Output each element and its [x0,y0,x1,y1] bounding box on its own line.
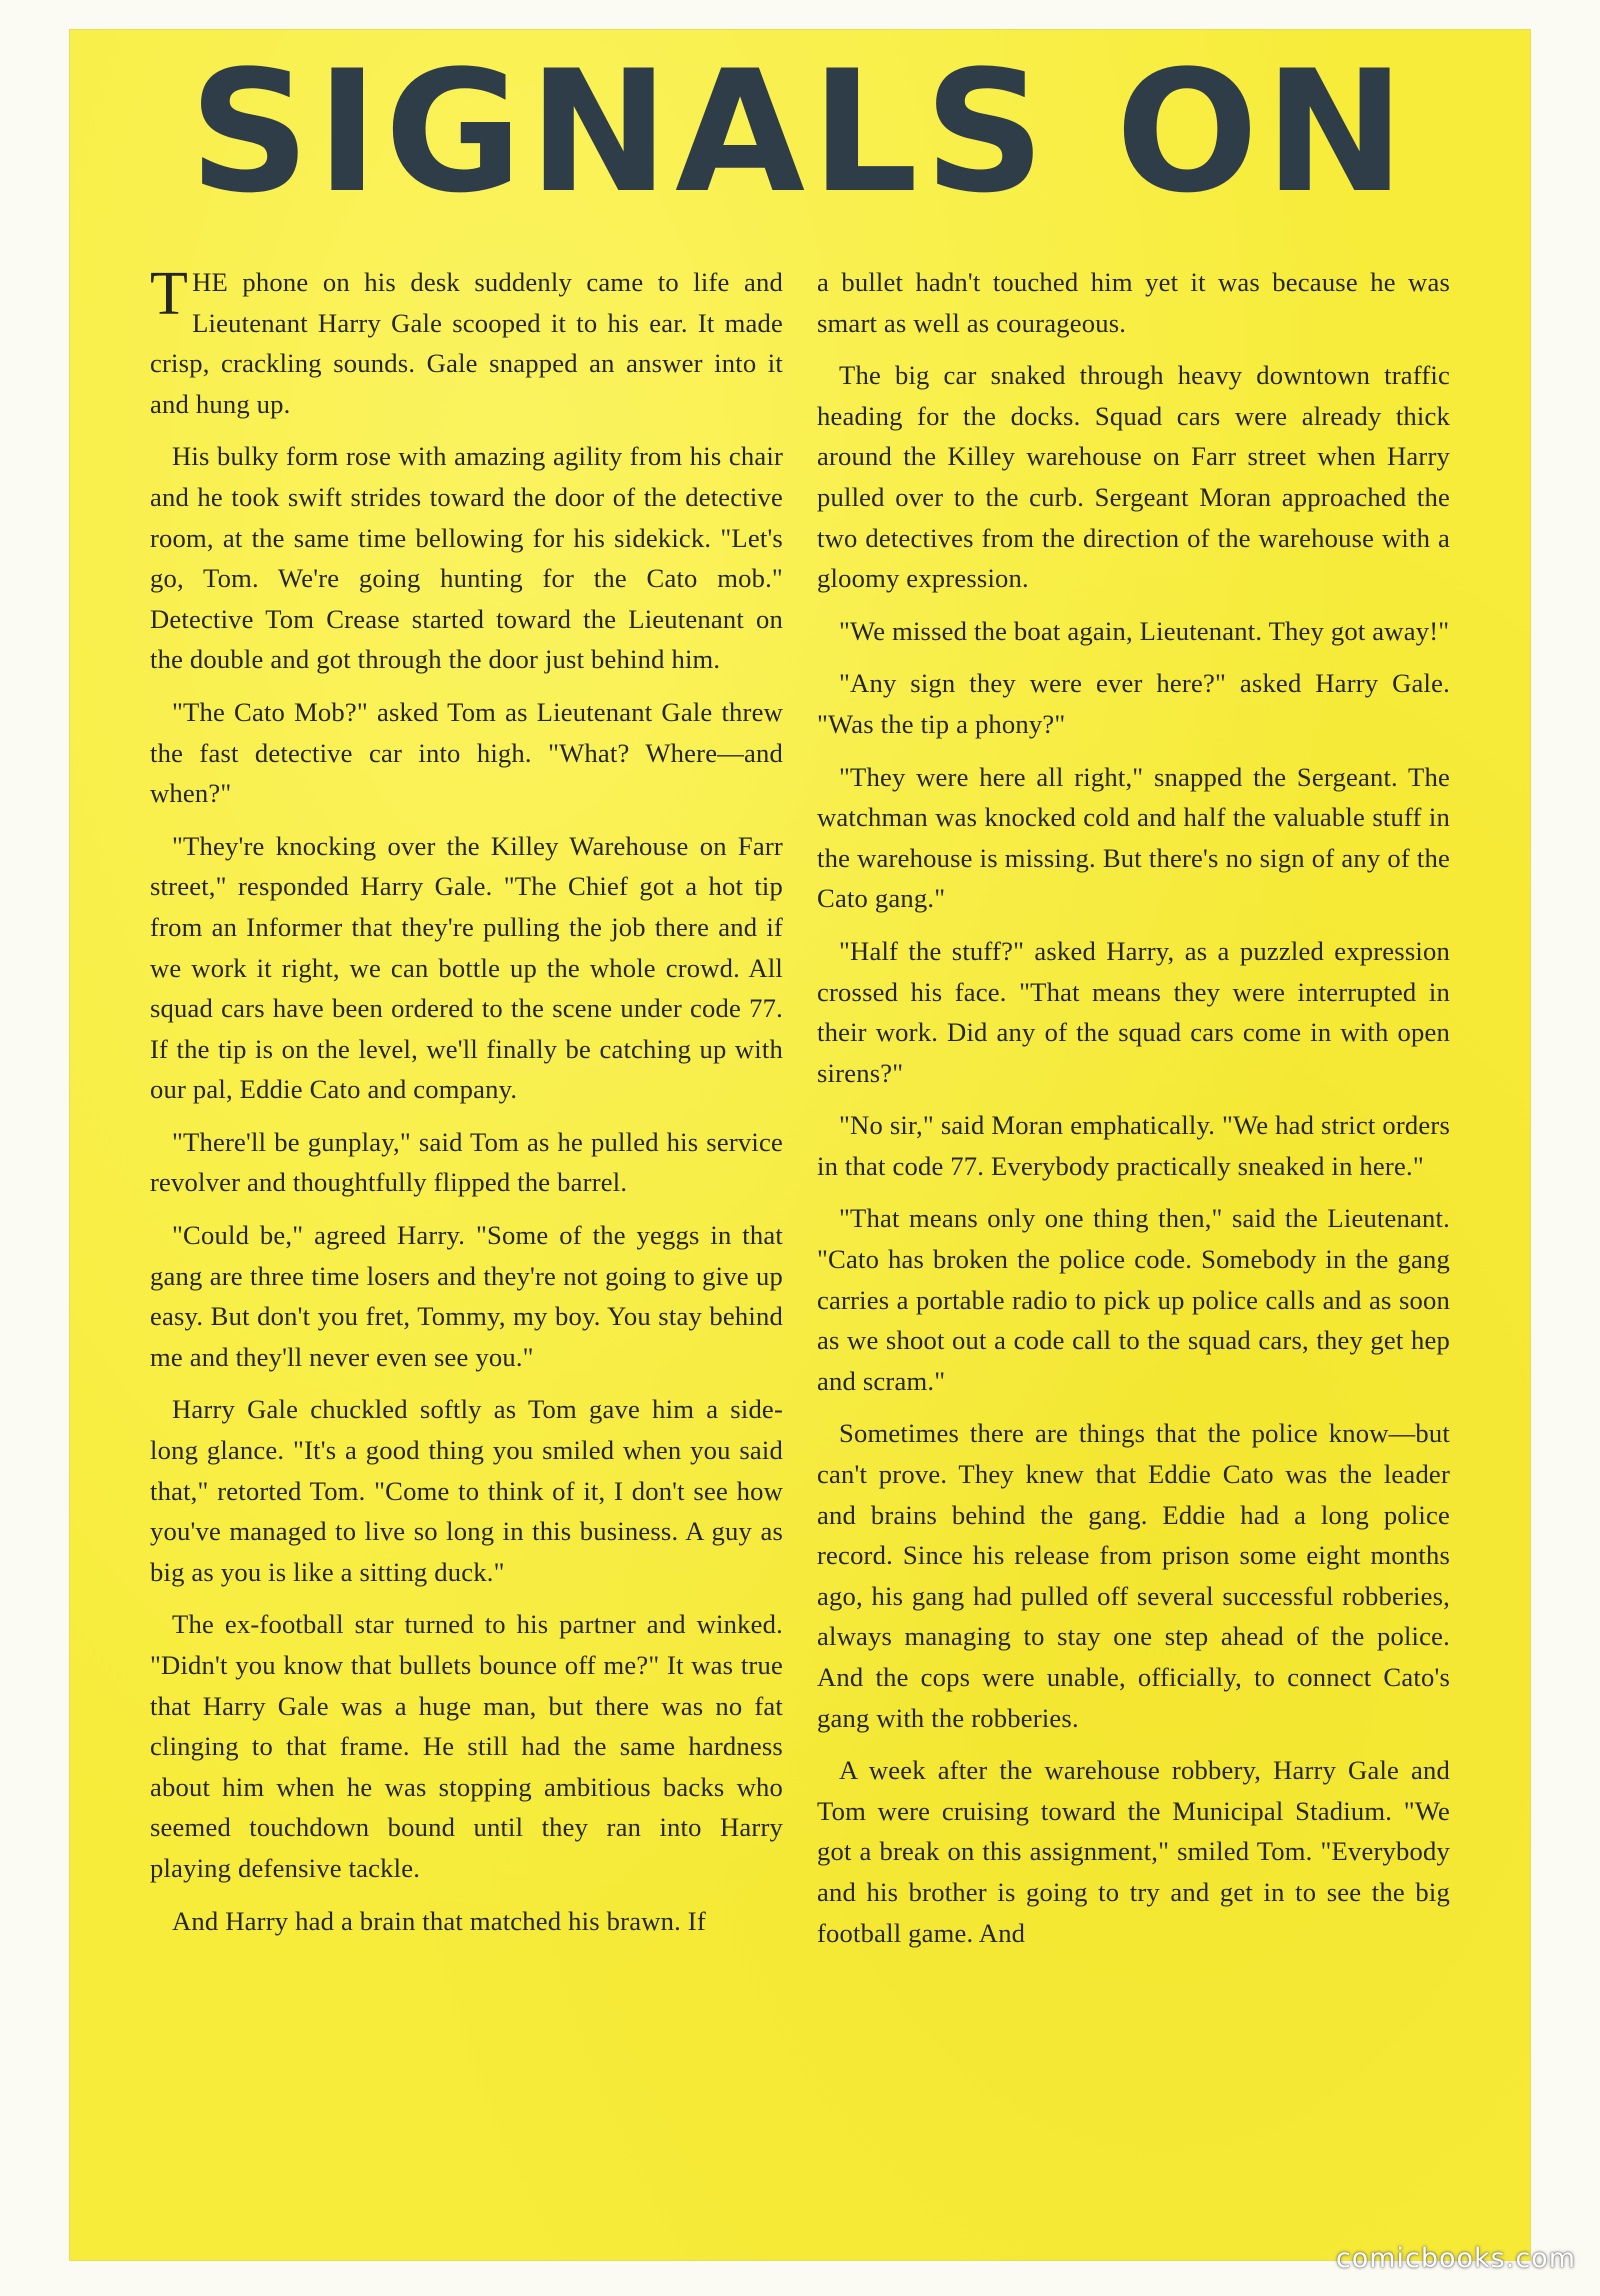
paragraph: "That means only one thing then," said the Lieutenant. "Cato has broken the police code. Somebody in the gang carries a portable radio to pick up police calls and as soon as we shoot out a code call to the squad cars, they get hep and scram." [817,1203,1450,1396]
paragraph: THE phone on his desk suddenly came to life and Lieutenant Harry Gale scooped it to his ear. It made crisp, crackling sounds. Gale snapped an answer into it and hung up. [150,262,783,419]
text-columns [150,262,1450,2242]
paragraph: His bulky form rose with amazing agility from his chair and he took swift strides toward the door of the detective room, at the same time bellowing for his sidekick. "Let's go, Tom. We're going hunting for the Cato mob." Detective Tom Crease started toward the Lieutenant on the double and got through the door just behind him. [150,441,783,675]
right-column [817,262,1450,2242]
paragraph: A week after the warehouse robbery, Harry Gale and Tom were cruising toward the Municipal Stadium. "We got a break on this assignment," smiled Tom. "Everybody and his brother is going to try and get in to see the big football game. And [817,1755,1450,1948]
paragraph: Harry Gale chuckled softly as Tom gave him a side-long glance. "It's a good thing you smiled when you said that," retorted Tom. "Come to think of it, I don't see how you've managed to live so long in this business. A guy as big as you is like a sitting duck." [150,1394,783,1587]
paragraph: And Harry had a brain that matched his brawn. If [172,1905,706,1936]
paragraph: "We missed the boat again, Lieutenant. They got away!" [839,615,1450,646]
paragraph: "Half the stuff?" asked Harry, as a puzzled expression crossed his face. "That means they were interrupted in their work. Did any of the squad cars come in with open sirens?" [817,935,1450,1088]
story-page [70,30,1530,2260]
site-watermark: comicbooks.com [1335,2243,1576,2274]
left-column [150,262,783,2242]
paragraph: "There'll be gunplay," said Tom as he pulled his service revolver and thoughtfully flipped the barrel. [150,1126,783,1198]
paragraph: The ex-football star turned to his partner and winked. "Didn't you know that bullets bounce off me?" It was true that Harry Gale was a huge man, but there was no fat clinging to that frame. He still had the same hardness about him when he was stopping ambitious backs who seemed touchdown bound until they ran into Harry playing defensive tackle. [150,1609,783,1883]
paragraph: a bullet hadn't touched him yet it was because he was smart as well as courageous. [817,267,1450,338]
paragraph: Sometimes there are things that the police know—but can't prove. They knew that Eddie Cato was the leader and brains behind the gang. Eddie had a long police record. Since his release from prison some eight months ago, his gang had pulled off several successful robberies, always managing to stay one step ahead of the police. And the cops were unable, officially, to connect Cato's gang with the robberies. [817,1418,1450,1733]
paragraph: The big car snaked through heavy downtown traffic heading for the docks. Squad cars were already thick around the Killey warehouse on Farr street when Harry pulled over to the curb. Sergeant Moran approached the two detectives from the direction of the warehouse with a gloomy expression. [817,360,1450,594]
paragraph: "No sir," said Moran emphatically. "We had strict orders in that code 77. Everybody practically sneaked in here." [817,1110,1450,1181]
story-title: SIGNALS ON [189,34,1411,230]
paragraph: "They were here all right," snapped the Sergeant. The watchman was knocked cold and half the valuable stuff in the warehouse is missing. But there's no sign of any of the Cato gang." [817,761,1450,914]
paragraph: "They're knocking over the Killey Warehouse on Farr street," responded Harry Gale. "The Chief got a hot tip from an Informer that they're pulling the job there and if we work it right, we can bottle up the whole crowd. All squad cars have been ordered to the scene under code 77. If the tip is on the level, we'll finally be catching up with our pal, Eddie Cato and company. [150,830,783,1105]
paragraph: "The Cato Mob?" asked Tom as Lieutenant Gale threw the fast detective car into high. "What? Where—and when?" [150,696,783,809]
paragraph: "Any sign they were ever here?" asked Harry Gale. "Was the tip a phony?" [817,668,1450,739]
drop-cap: T [150,262,189,328]
paragraph: "Could be," agreed Harry. "Some of the yeggs in that gang are three time losers and they're not going to give up easy. But don't you fret, Tommy, my boy. You stay behind me and they'll never even see you." [150,1220,783,1372]
